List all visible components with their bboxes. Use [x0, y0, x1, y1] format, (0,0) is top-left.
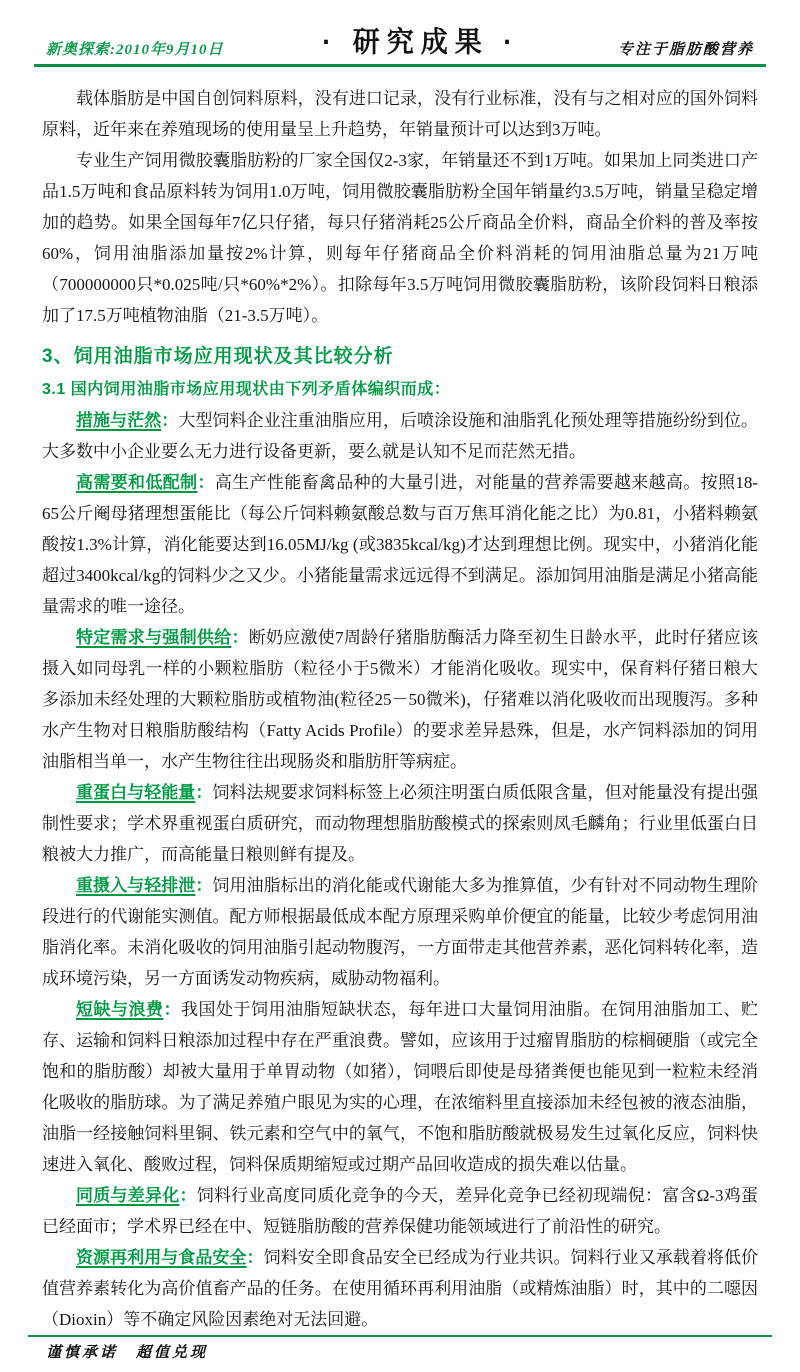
item-text: 饲料安全即食品安全已经成为行业共识。饲料行业又承载着将低价值营养素转化为高价值畜产品的任务。在使用循环再利用油脂（或精炼油脂）时，其中的二噁因（Dioxin）等不确定风险因素绝对无法回避。 — [42, 1248, 759, 1329]
header-slogan: 专注于脂肪酸营养 — [617, 42, 754, 58]
contradiction-item — [42, 405, 758, 467]
header-date-label: 新奥探索:2010年9月10日 — [46, 42, 224, 58]
item-colon: ： — [179, 1186, 197, 1205]
footer-slogan: 谨慎承诺 超值兑现 — [46, 1345, 209, 1361]
section-heading: 3、饲用油脂市场应用现状及其比较分析 — [42, 346, 394, 367]
item-text: 饲料法规要求饲料标签上必须注明蛋白质低限含量，但对能量没有提出强制性要求；学术界重视蛋白质研究，而动物理想脂肪酸模式的探索则凤毛麟角；行业里低蛋白日粮被大力推广，而高能量日粮则鲜有提及。 — [42, 783, 759, 864]
item-colon: ： — [195, 876, 213, 895]
page-footer — [0, 1335, 800, 1372]
item-colon: ： — [197, 473, 215, 492]
contradiction-item — [42, 1180, 758, 1242]
item-colon: ： — [163, 1000, 181, 1019]
item-lead: 措施与茫然 — [76, 411, 162, 430]
item-lead: 重蛋白与轻能量 — [76, 783, 196, 802]
page-title: · 研究成果 · — [322, 26, 520, 58]
item-text: 大型饲料企业注重油脂应用，后喷涂设施和油脂乳化预处理等措施纷纷到位。大多数中小企业要么无力进行设备更新，要么就是认知不足而茫然无措。 — [42, 411, 759, 461]
item-lead: 短缺与浪费 — [76, 1000, 164, 1019]
item-lead: 重摄入与轻排泄 — [76, 876, 196, 895]
item-colon: ： — [161, 411, 179, 430]
intro-paragraph: 载体脂肪是中国自创饲料原料，没有进口记录，没有行业标准，没有与之相对应的国外饲料原料，近年来在养殖现场的使用量呈上升趋势，年销量预计可以达到3万吨。 — [42, 89, 758, 139]
item-colon: ： — [195, 783, 213, 802]
intro-paragraph: 专业生产饲用微胶囊脂肪粉的厂家全国仅2-3家，年销量还不到1万吨。如果加上同类进口产品1.5万吨和食品原料转为饲用1.0万吨，饲用微胶囊脂肪粉全国年销量约3.5万吨，销量呈稳定增加的趋势。如果全国每年7亿只仔猪，每只仔猪消耗25公斤商品全价料，商品全价料的普及率按60%，饲用油脂添加量按2%计算，则每年仔猪商品全价料消耗的饲用油脂总量为21万吨（700000000只*0.025吨/只*60%*2%）。扣除每年3.5万吨饲用微胶囊脂肪粉，该阶段饲料日粮添加了17.5万吨植物油脂（21-3.5万吨）。 — [42, 151, 758, 325]
item-text: 断奶应激使7周龄仔猪脂肪酶活力降至初生日龄水平，此时仔猪应该摄入如同母乳一样的小颗粒脂肪（粒径小于5微米）才能消化吸收。现实中，保育料仔猪日粮大多添加未经处理的大颗粒脂肪或植物油(粒径25－50微米)，仔猪难以消化吸收而出现腹泻。多种水产生物对日粮脂肪酸结构（Fatty Acids Profile）的要求差异悬殊，但是，水产饲料添加的饲用油脂相当单一，水产生物往往出现肠炎和脂肪肝等病症。 — [42, 628, 759, 771]
item-colon: ： — [231, 628, 249, 647]
item-lead: 高需要和低配制 — [76, 473, 198, 492]
section-subheading: 3.1 国内饲用油脂市场应用现状由下列矛盾体编织而成： — [42, 381, 451, 398]
item-text: 饲料行业高度同质化竞争的今天，差异化竞争已经初现端倪：富含Ω-3鸡蛋已经面市；学术界已经在中、短链脂肪酸的营养保健功能领域进行了前沿性的研究。 — [42, 1186, 759, 1236]
page-header — [0, 0, 800, 67]
item-text: 高生产性能畜禽品种的大量引进，对能量的营养需要越来越高。按照18-65公斤阉母猪理想蛋能比（每公斤饲料赖氨酸总数与百万焦耳消化能之比）为0.81，小猪料赖氨酸按1.3%计算，消化能要达到16.05MJ/kg (或3835kcal/kg)才达到理想比例。现实中，小猪消化能超过3400kcal/kg的饲料少之又少。小猪能量需求远远得不到满足。添加饲用油脂是满足小猪高能量需求的唯一途径。 — [42, 473, 759, 616]
contradiction-item — [42, 1242, 758, 1335]
item-text: 我国处于饲用油脂短缺状态，每年进口大量饲用油脂。在饲用油脂加工、贮存、运输和饲料日粮添加过程中存在严重浪费。譬如，应该用于过瘤胃脂肪的棕榈硬脂（或完全饱和的脂肪酸）却被大量用于单胃动物（如猪），饲喂后即使是母猪粪便也能见到一粒粒未经消化吸收的脂肪球。为了满足养殖户眼见为实的心理，在浓缩料里直接添加未经包被的液态油脂，油脂一经接触饲料里铜、铁元素和空气中的氧气，不饱和脂肪酸就极易发生过氧化反应，饲料快速进入氧化、酸败过程，饲料保质期缩短或过期产品回收造成的损失难以估量。 — [42, 1000, 758, 1174]
document-body — [0, 67, 800, 1335]
contradiction-item — [42, 870, 758, 994]
item-lead: 特定需求与强制供给 — [76, 628, 232, 647]
item-colon: ： — [246, 1248, 264, 1267]
item-lead: 同质与差异化 — [76, 1186, 180, 1205]
contradiction-item — [42, 994, 758, 1180]
item-text: 饲用油脂标出的消化能或代谢能大多为推算值，少有针对不同动物生理阶段进行的代谢能实测值。配方师根据最低成本配方原理采购单价便宜的能量，比较少考虑饲用油脂消化率。未消化吸收的饲用油脂引起动物腹泻，一方面带走其他营养素，恶化饲料转化率，造成环境污染，另一方面诱发动物疾病，威胁动物福利。 — [42, 876, 759, 988]
contradiction-item — [42, 622, 758, 777]
contradiction-item — [42, 777, 758, 870]
item-lead: 资源再利用与食品安全 — [76, 1248, 247, 1267]
contradiction-item — [42, 467, 758, 622]
